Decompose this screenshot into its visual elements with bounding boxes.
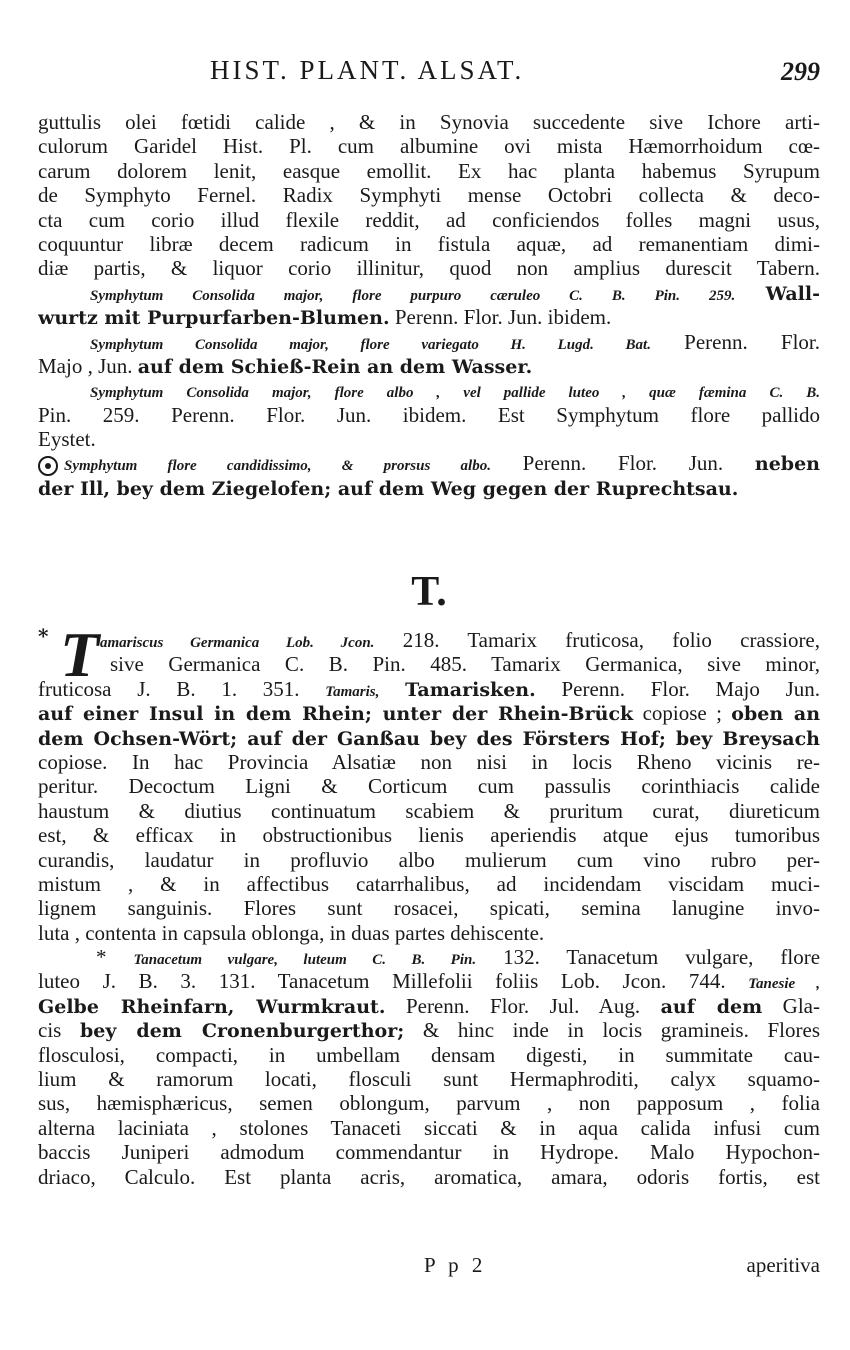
text-line: de Symphyto Fernel. Radix Symphyti mense Octobri collecta & deco- (38, 183, 820, 208)
german-name: Tamarisken. (405, 678, 536, 701)
signature-mark: P p 2 (424, 1253, 487, 1277)
text-line: peritur. Decoctum Ligni & Corticum cum passulis corinthiacis calide (38, 774, 820, 799)
drop-cap: T (60, 619, 100, 690)
german-name: wurtz mit Purpurfarben-Blumen. (38, 307, 390, 330)
latin-name: Tanesie , (748, 976, 820, 993)
entry-note: fruticosa J. B. 1. 351. (38, 676, 300, 701)
section-letter: T. (411, 569, 447, 615)
german-location: auf einer Insul in dem Rhein; unter der Rhein-Brück (38, 703, 634, 726)
german-name: Wall- (765, 282, 820, 305)
german-location: oben an (731, 703, 820, 726)
text-line (38, 969, 820, 993)
german-location: auf dem (660, 995, 763, 1018)
perennial-sun-icon (38, 456, 58, 476)
text-line: baccis Juniperi admodum commendantur in Hydrope. Malo Hypochon- (38, 1140, 820, 1165)
entry-note: 132. Tanacetum vulgare, flore (503, 945, 820, 970)
latin-name: Symphytum Consolida major, flore variegato H. Lugd. Bat. (90, 336, 651, 353)
text-line: carum dolorem lenit, easque emollit. Ex hac planta habemus Syrupum (38, 158, 820, 183)
entry-white-line3: Eystet. (38, 427, 96, 452)
text-line: luta , contenta in capsula oblonga, in duas partes dehiscente. (38, 920, 545, 945)
text-line (38, 726, 820, 750)
entry-candid (38, 451, 820, 475)
german-location: auf dem Schieß-Rein an dem Wasser. (137, 355, 533, 378)
latin-name: Symphytum Consolida major, flore albo , vel pallide luteo , quæ fæmina C. B. (90, 385, 820, 402)
text-line: coquuntur libræ decem radicum in fistula aquæ, ad remanentiam dimi- (38, 231, 820, 256)
entry-candid-line2 (38, 476, 820, 500)
text-line (38, 994, 820, 1018)
latin-name: Symphytum Consolida major, flore purpuro cæruleo C. B. Pin. 259. (90, 287, 736, 304)
text-line: cta cum corio illud flexile reddit, ad conficiendos folles magni usus, (38, 207, 820, 232)
entry-note: Majo , Jun. (38, 353, 133, 378)
entry-note: Perenn. Flor. Jul. Aug. (405, 993, 641, 1018)
entry-note: Perenn. Flor. Jun. ibidem. (394, 305, 612, 330)
text-line (38, 628, 820, 652)
page-footer (38, 1253, 820, 1281)
catchword: aperitiva (746, 1253, 820, 1277)
entry-variegated-line2 (38, 354, 820, 378)
page-header (38, 55, 820, 95)
entry-note: cis (38, 1018, 62, 1043)
german-location: der Ill, bey dem Ziegelofen; auf dem Weg gegen der Ruprechtsau. (38, 477, 739, 500)
text-line: driaco, Calculo. Est planta acris, aromatica, amara, odoris fortis, est (38, 1164, 820, 1189)
text-line: mistum , & in affectibus catarrhalibus, ad incidendam viscidam muci- (38, 871, 820, 896)
text-line: lium & ramorum locati, flosculi sunt Hermaphroditi, calyx squamo- (38, 1067, 820, 1092)
latin-name: Symphytum flore candidissimo, & prorsus albo. (64, 458, 491, 475)
text-line (38, 701, 820, 725)
tamariscus-entry (38, 628, 820, 1189)
text-line: curandis, laudatur in profluvio albo mulierum cum vino rubro per- (38, 847, 820, 872)
entry-note: Perenn. Flor. Majo Jun. (561, 676, 820, 701)
text-line (38, 1018, 820, 1042)
entry-variegated (38, 330, 820, 354)
entry-white-line2: Pin. 259. Perenn. Flor. Jun. ibidem. Est Symphytum flore pallido (38, 402, 820, 427)
entry-white (38, 378, 820, 402)
latin-name: amariscus Germanica Lob. Jcon. (100, 635, 375, 651)
entry-note: 218. Tamarix fruticosa, folio crassiore, (402, 628, 820, 652)
entry-note: copiose ; (642, 701, 722, 726)
text-line: haustum & diutius continuatum scabiem & pruritum curat, diureticum (38, 798, 820, 823)
tanacetum-entry (38, 945, 820, 969)
entry-note: Perenn. Flor. (684, 329, 820, 354)
german-name: Gelbe Rheinfarn, Wurmkraut. (38, 995, 386, 1018)
latin-name: Tamaris, (325, 683, 380, 700)
latin-name: Tanacetum vulgare, luteum C. B. Pin. (133, 952, 477, 969)
entry-note: Gla- (782, 993, 820, 1018)
text-line: sus, hæmisphæricus, semen oblongum, parvum , non papposum , folia (38, 1091, 820, 1116)
running-head: HIST. PLANT. ALSAT. (210, 55, 525, 85)
text-line: guttulis olei fœtidi calide , & in Synovia succedente sive Ichore arti- (38, 110, 820, 134)
entry-note: Perenn. Flor. Jun. (522, 451, 724, 476)
entry-note: & hinc inde in locis gramineis. Flores (422, 1018, 820, 1043)
text-line (38, 677, 820, 701)
text-line: copiose. In hac Provincia Alsatiæ non nisi in locis Rheno vicinis re- (38, 749, 820, 774)
asterisk-mark: * (38, 624, 49, 648)
asterisk-mark: * (96, 945, 107, 970)
german-location: dem Ochsen-Wört; auf der Ganßau bey des Försters Hof; bey Breysach (38, 727, 820, 750)
text-line: est, & efficax in obstructionibus lienis aperiendis atque ejus tumoribus (38, 823, 820, 848)
entry-purple (38, 281, 820, 305)
text-line: lignem sanguinis. Flores sunt rosacei, spicati, semina lanugine invo- (38, 896, 820, 921)
german-location: bey dem Cronenburgerthor; (79, 1020, 405, 1043)
text-line: flosculosi, compacti, in umbellam densam digesti, in summitate cau- (38, 1042, 820, 1067)
text-line: diæ partis, & liquor corio illinitur, quod non amplius durescit Tabern. (38, 256, 820, 281)
german-location: neben (754, 453, 820, 476)
body-text (38, 110, 820, 1189)
page-number: 299 (781, 57, 820, 86)
entry-note: luteo J. B. 3. 131. Tanacetum Millefolii foliis Lob. Jcon. 744. (38, 969, 726, 994)
text-line: culorum Garidel Hist. Pl. cum albumine ovi mista Hæmorrhoidum cœ- (38, 134, 820, 159)
text-line: alterna laciniata , stolones Tanaceti siccati & in aqua calida infusi cum (38, 1115, 820, 1140)
entry-purple-line2 (38, 305, 820, 329)
text-line: sive Germanica C. B. Pin. 485. Tamarix Germanica, sive minor, (110, 652, 820, 677)
